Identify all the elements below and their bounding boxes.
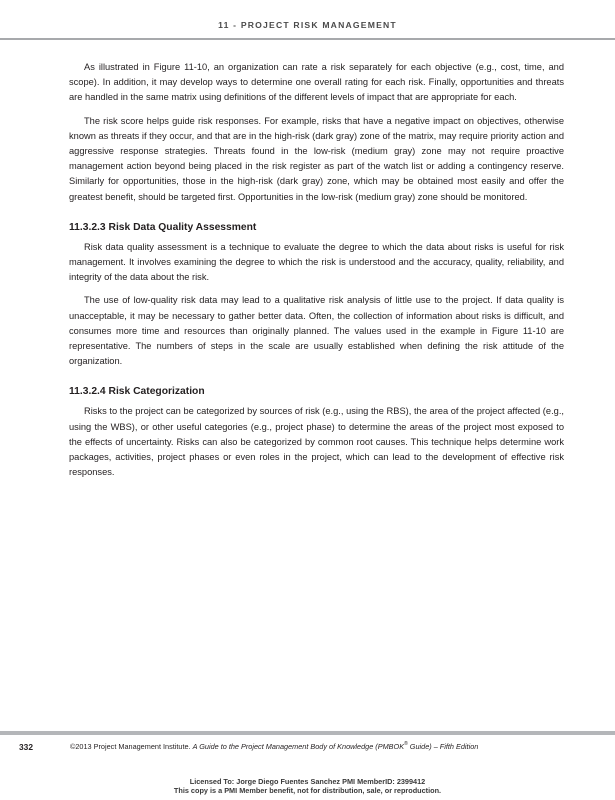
- page-body: [69, 60, 564, 488]
- copyright-notice: [70, 742, 478, 751]
- license-notice: [0, 778, 615, 795]
- body-paragraph: Risk data quality assessment is a technique to evaluate the degree to which the data about risks is useful for risk management. It involves examining the degree to which the risk is understood and the accuracy, quality, reliability, and integrity of the data about the risk.: [69, 241, 564, 283]
- book-title: A Guide to the Project Management Body of Knowledge (PMBOK: [192, 742, 405, 751]
- book-title-suffix: Guide) – Fifth Edition: [407, 742, 479, 751]
- body-paragraph: The risk score helps guide risk responses. For example, risks that have a negative impact on objectives, otherwise known as threats if they occur, and that are in the high-risk (dark gray) zone of the matrix, may require priority action and aggressive response strategies. Threats found in the low-risk (medium gray) zone may not require proactive management action beyond being placed in the risk register as part of the watch list or adding a contingency reserve. Similarly for opportunities, those in the high-risk (dark gray) zone, which may be obtained most easily and offer the greatest benefit, should be targeted first. Opportunities in the low-risk (medium gray) zone should be monitored.: [69, 115, 564, 202]
- section-heading-risk-data-quality: 11.3.2.3 Risk Data Quality Assessment: [69, 221, 257, 233]
- license-line-2: This copy is a PMI Member benefit, not for distribution, sale, or reproduction.: [173, 785, 442, 795]
- footer-divider: [0, 731, 615, 735]
- registered-mark: ®: [404, 741, 408, 747]
- license-line-1: Licensed To: Jorge Diego Fuentes Sanchez PMI MemberID: 2399412: [189, 777, 426, 786]
- header-divider: [0, 38, 615, 40]
- section-heading-risk-categorization: 11.3.2.4 Risk Categorization: [69, 386, 205, 398]
- copyright-prefix: ©2013 Project Management Institute.: [70, 742, 193, 751]
- body-paragraph: Risks to the project can be categorized by sources of risk (e.g., using the RBS), the area of the project affected (e.g., using the WBS), or other useful categories (e.g., project phase) to determine the areas of the project most exposed to the effects of uncertainty. Risks can also be categorized by common root causes. This technique helps determine work packages, activities, project phases or even roles in the project, which can lead to the development of effective risk responses.: [69, 406, 564, 478]
- body-paragraph: As illustrated in Figure 11-10, an organization can rate a risk separately for each objective (e.g., cost, time, and scope). In addition, it may develop ways to determine one overall rating for each risk. Finally, opportunities and threats are handled in the same matrix using definitions of the different levels of impact that are appropriate for each.: [69, 62, 564, 103]
- chapter-header-title: 11 - PROJECT RISK MANAGEMENT: [218, 20, 397, 30]
- page-number: 332: [19, 742, 33, 752]
- body-paragraph: The use of low-quality risk data may lead to a qualitative risk analysis of little use to the project. If data quality is unacceptable, it may be necessary to gather better data. Often, the collection of information about risks is difficult, and consumes more time and resources than originally planned. The values used in the example in Figure 11-10 are representative. The numbers of steps in the scale are usually established when defining the risk attitude of the organization.: [69, 295, 564, 367]
